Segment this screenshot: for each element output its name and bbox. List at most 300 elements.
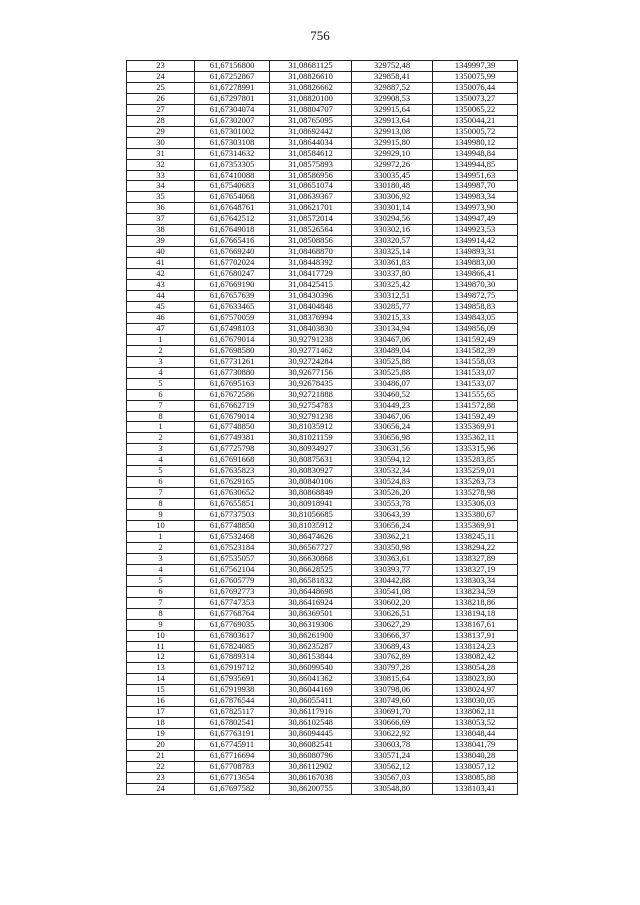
y-coordinate-cell: 1338030,05	[433, 696, 518, 707]
longitude-cell: 30,86448698	[270, 586, 352, 597]
y-coordinate-cell: 1338054,28	[433, 663, 518, 674]
table-row	[127, 367, 518, 378]
x-coordinate-cell: 330393,77	[352, 564, 433, 575]
y-coordinate-cell: 1335259,01	[433, 466, 518, 477]
point-number-cell: 34	[127, 181, 195, 192]
x-coordinate-cell: 330562,12	[352, 762, 433, 773]
table-row	[127, 466, 518, 477]
x-coordinate-cell: 330594,12	[352, 455, 433, 466]
point-number-cell: 7	[127, 597, 195, 608]
y-coordinate-cell: 1338103,41	[433, 783, 518, 794]
latitude-cell: 61,67657639	[195, 291, 270, 302]
x-coordinate-cell: 330666,37	[352, 630, 433, 641]
latitude-cell: 61,67498103	[195, 323, 270, 334]
point-number-cell: 12	[127, 652, 195, 663]
x-coordinate-cell: 330798,06	[352, 685, 433, 696]
longitude-cell: 30,86630868	[270, 553, 352, 564]
point-number-cell: 28	[127, 115, 195, 126]
latitude-cell: 61,67698580	[195, 345, 270, 356]
x-coordinate-cell: 330486,07	[352, 378, 433, 389]
y-coordinate-cell: 1338024,97	[433, 685, 518, 696]
y-coordinate-cell: 1338023,80	[433, 674, 518, 685]
x-coordinate-cell: 330337,80	[352, 269, 433, 280]
latitude-cell: 61,67540683	[195, 181, 270, 192]
y-coordinate-cell: 1335362,11	[433, 433, 518, 444]
latitude-cell: 61,67737503	[195, 510, 270, 521]
point-number-cell: 2	[127, 433, 195, 444]
table-row	[127, 192, 518, 203]
x-coordinate-cell: 330325,14	[352, 247, 433, 258]
y-coordinate-cell: 1338137,91	[433, 630, 518, 641]
latitude-cell: 61,67156800	[195, 61, 270, 72]
point-number-cell: 7	[127, 488, 195, 499]
longitude-cell: 31,08820100	[270, 93, 352, 104]
x-coordinate-cell: 330361,83	[352, 258, 433, 269]
table-row	[127, 312, 518, 323]
point-number-cell: 45	[127, 301, 195, 312]
y-coordinate-cell: 1338040,28	[433, 751, 518, 762]
y-coordinate-cell: 1341572,88	[433, 400, 518, 411]
table-row	[127, 269, 518, 280]
longitude-cell: 30,86102548	[270, 718, 352, 729]
x-coordinate-cell: 330320,57	[352, 236, 433, 247]
y-coordinate-cell: 1349858,83	[433, 301, 518, 312]
longitude-cell: 30,92754783	[270, 400, 352, 411]
latitude-cell: 61,67662719	[195, 400, 270, 411]
x-coordinate-cell: 329752,48	[352, 61, 433, 72]
latitude-cell: 61,67692773	[195, 586, 270, 597]
table-row	[127, 225, 518, 236]
y-coordinate-cell: 1350076,44	[433, 82, 518, 93]
latitude-cell: 61,67802541	[195, 718, 270, 729]
point-number-cell: 1	[127, 334, 195, 345]
longitude-cell: 30,86200755	[270, 783, 352, 794]
point-number-cell: 6	[127, 586, 195, 597]
point-number-cell: 36	[127, 203, 195, 214]
table-row	[127, 159, 518, 170]
point-number-cell: 35	[127, 192, 195, 203]
point-number-cell: 41	[127, 258, 195, 269]
longitude-cell: 31,08584612	[270, 148, 352, 159]
longitude-cell: 31,08804707	[270, 104, 352, 115]
x-coordinate-cell: 329972,26	[352, 159, 433, 170]
y-coordinate-cell: 1341582,39	[433, 345, 518, 356]
latitude-cell: 61,67642512	[195, 214, 270, 225]
latitude-cell: 61,67919712	[195, 663, 270, 674]
x-coordinate-cell: 330350,98	[352, 542, 433, 553]
table-row	[127, 214, 518, 225]
table-row	[127, 575, 518, 586]
table-row	[127, 542, 518, 553]
longitude-cell: 31,08508856	[270, 236, 352, 247]
y-coordinate-cell: 1350005,72	[433, 126, 518, 137]
x-coordinate-cell: 330626,51	[352, 608, 433, 619]
table-row	[127, 608, 518, 619]
y-coordinate-cell: 1335283,85	[433, 455, 518, 466]
latitude-cell: 61,67635823	[195, 466, 270, 477]
x-coordinate-cell: 330449,23	[352, 400, 433, 411]
latitude-cell: 61,67649018	[195, 225, 270, 236]
x-coordinate-cell: 330571,24	[352, 751, 433, 762]
y-coordinate-cell: 1335306,03	[433, 499, 518, 510]
point-number-cell: 23	[127, 772, 195, 783]
table-row	[127, 115, 518, 126]
longitude-cell: 31,08681125	[270, 61, 352, 72]
table-row	[127, 586, 518, 597]
point-number-cell: 8	[127, 608, 195, 619]
point-number-cell: 18	[127, 718, 195, 729]
latitude-cell: 61,67665416	[195, 236, 270, 247]
x-coordinate-cell: 330325,42	[352, 280, 433, 291]
point-number-cell: 1	[127, 422, 195, 433]
x-coordinate-cell: 330602,20	[352, 597, 433, 608]
table-row	[127, 181, 518, 192]
longitude-cell: 31,08526564	[270, 225, 352, 236]
y-coordinate-cell: 1349843,05	[433, 312, 518, 323]
latitude-cell: 61,67302007	[195, 115, 270, 126]
x-coordinate-cell: 330689,43	[352, 641, 433, 652]
table-row	[127, 400, 518, 411]
point-number-cell: 3	[127, 444, 195, 455]
x-coordinate-cell: 330489,04	[352, 345, 433, 356]
point-number-cell: 10	[127, 521, 195, 532]
x-coordinate-cell: 330815,64	[352, 674, 433, 685]
y-coordinate-cell: 1338124,23	[433, 641, 518, 652]
x-coordinate-cell: 329915,80	[352, 137, 433, 148]
longitude-cell: 30,86416924	[270, 597, 352, 608]
latitude-cell: 61,67353305	[195, 159, 270, 170]
longitude-cell: 30,86235287	[270, 641, 352, 652]
latitude-cell: 61,67876544	[195, 696, 270, 707]
x-coordinate-cell: 330301,14	[352, 203, 433, 214]
y-coordinate-cell: 1349870,30	[433, 280, 518, 291]
point-number-cell: 10	[127, 630, 195, 641]
latitude-cell: 61,67702024	[195, 258, 270, 269]
longitude-cell: 30,92791238	[270, 334, 352, 345]
table-row	[127, 630, 518, 641]
y-coordinate-cell: 1338327,89	[433, 553, 518, 564]
table-row	[127, 301, 518, 312]
point-number-cell: 13	[127, 663, 195, 674]
y-coordinate-cell: 1349923,53	[433, 225, 518, 236]
longitude-cell: 31,08621701	[270, 203, 352, 214]
point-number-cell: 40	[127, 247, 195, 258]
longitude-cell: 30,92771462	[270, 345, 352, 356]
longitude-cell: 30,80830927	[270, 466, 352, 477]
table-row	[127, 707, 518, 718]
table-row	[127, 783, 518, 794]
latitude-cell: 61,67749381	[195, 433, 270, 444]
latitude-cell: 61,67314632	[195, 148, 270, 159]
latitude-cell: 61,67919938	[195, 685, 270, 696]
x-coordinate-cell: 330548,80	[352, 783, 433, 794]
longitude-cell: 30,86369501	[270, 608, 352, 619]
longitude-cell: 30,81035912	[270, 422, 352, 433]
point-number-cell: 9	[127, 619, 195, 630]
table-row	[127, 247, 518, 258]
longitude-cell: 31,08417729	[270, 269, 352, 280]
longitude-cell: 30,92678435	[270, 378, 352, 389]
latitude-cell: 61,67301002	[195, 126, 270, 137]
table-row	[127, 170, 518, 181]
y-coordinate-cell: 1338303,34	[433, 575, 518, 586]
y-coordinate-cell: 1349980,12	[433, 137, 518, 148]
longitude-cell: 30,86099540	[270, 663, 352, 674]
point-number-cell: 33	[127, 170, 195, 181]
point-number-cell: 2	[127, 542, 195, 553]
page-number: 756	[310, 28, 330, 43]
longitude-cell: 30,86041362	[270, 674, 352, 685]
longitude-cell: 31,08468870	[270, 247, 352, 258]
y-coordinate-cell: 1338327,19	[433, 564, 518, 575]
table-row	[127, 433, 518, 444]
longitude-cell: 30,81035912	[270, 521, 352, 532]
y-coordinate-cell: 1349893,31	[433, 247, 518, 258]
y-coordinate-cell: 1341558,03	[433, 356, 518, 367]
y-coordinate-cell: 1338053,52	[433, 718, 518, 729]
x-coordinate-cell: 330541,08	[352, 586, 433, 597]
table-row	[127, 104, 518, 115]
latitude-cell: 61,67523184	[195, 542, 270, 553]
y-coordinate-cell: 1349997,39	[433, 61, 518, 72]
table-row	[127, 444, 518, 455]
y-coordinate-cell: 1335278,98	[433, 488, 518, 499]
table-row	[127, 531, 518, 542]
y-coordinate-cell: 1349883,00	[433, 258, 518, 269]
y-coordinate-cell: 1335369,91	[433, 422, 518, 433]
x-coordinate-cell: 329913,08	[352, 126, 433, 137]
longitude-cell: 30,86117916	[270, 707, 352, 718]
table-row	[127, 597, 518, 608]
x-coordinate-cell: 330312,51	[352, 291, 433, 302]
x-coordinate-cell: 330035,45	[352, 170, 433, 181]
y-coordinate-cell: 1350065,22	[433, 104, 518, 115]
latitude-cell: 61,67695163	[195, 378, 270, 389]
longitude-cell: 31,08692442	[270, 126, 352, 137]
latitude-cell: 61,67655851	[195, 499, 270, 510]
y-coordinate-cell: 1338048,44	[433, 729, 518, 740]
table-row	[127, 258, 518, 269]
point-number-cell: 46	[127, 312, 195, 323]
x-coordinate-cell: 330666,69	[352, 718, 433, 729]
point-number-cell: 4	[127, 564, 195, 575]
longitude-cell: 31,08826662	[270, 82, 352, 93]
point-number-cell: 32	[127, 159, 195, 170]
longitude-cell: 30,86474626	[270, 531, 352, 542]
latitude-cell: 61,67410088	[195, 170, 270, 181]
longitude-cell: 31,08651074	[270, 181, 352, 192]
point-number-cell: 30	[127, 137, 195, 148]
longitude-cell: 30,86628525	[270, 564, 352, 575]
x-coordinate-cell: 330691,70	[352, 707, 433, 718]
latitude-cell: 61,67748850	[195, 521, 270, 532]
table-row	[127, 291, 518, 302]
latitude-cell: 61,67730880	[195, 367, 270, 378]
point-number-cell: 5	[127, 575, 195, 586]
longitude-cell: 30,80918941	[270, 499, 352, 510]
point-number-cell: 6	[127, 477, 195, 488]
longitude-cell: 30,92791238	[270, 411, 352, 422]
table-row	[127, 751, 518, 762]
table-row	[127, 137, 518, 148]
table-row	[127, 71, 518, 82]
latitude-cell: 61,67745911	[195, 740, 270, 751]
latitude-cell: 61,67803617	[195, 630, 270, 641]
latitude-cell: 61,67669240	[195, 247, 270, 258]
table-row	[127, 82, 518, 93]
table-row	[127, 148, 518, 159]
y-coordinate-cell: 1335315,96	[433, 444, 518, 455]
point-number-cell: 37	[127, 214, 195, 225]
x-coordinate-cell: 330631,56	[352, 444, 433, 455]
x-coordinate-cell: 329915,64	[352, 104, 433, 115]
point-number-cell: 29	[127, 126, 195, 137]
point-number-cell: 16	[127, 696, 195, 707]
y-coordinate-cell: 1341533,07	[433, 367, 518, 378]
latitude-cell: 61,67731261	[195, 356, 270, 367]
point-number-cell: 4	[127, 367, 195, 378]
x-coordinate-cell: 330467,06	[352, 334, 433, 345]
latitude-cell: 61,67748850	[195, 422, 270, 433]
y-coordinate-cell: 1349948,84	[433, 148, 518, 159]
table-row	[127, 564, 518, 575]
latitude-cell: 61,67935691	[195, 674, 270, 685]
longitude-cell: 30,86153844	[270, 652, 352, 663]
y-coordinate-cell: 1338245,11	[433, 531, 518, 542]
table-row	[127, 696, 518, 707]
point-number-cell: 31	[127, 148, 195, 159]
longitude-cell: 30,92721888	[270, 389, 352, 400]
table-row	[127, 334, 518, 345]
y-coordinate-cell: 1350044,21	[433, 115, 518, 126]
table-row	[127, 236, 518, 247]
y-coordinate-cell: 1349983,34	[433, 192, 518, 203]
x-coordinate-cell: 330467,06	[352, 411, 433, 422]
table-row	[127, 762, 518, 773]
x-coordinate-cell: 330180,48	[352, 181, 433, 192]
point-number-cell: 47	[127, 323, 195, 334]
x-coordinate-cell: 329913,64	[352, 115, 433, 126]
latitude-cell: 61,67304074	[195, 104, 270, 115]
longitude-cell: 31,08403830	[270, 323, 352, 334]
longitude-cell: 31,08404848	[270, 301, 352, 312]
latitude-cell: 61,67716694	[195, 751, 270, 762]
y-coordinate-cell: 1349951,63	[433, 170, 518, 181]
x-coordinate-cell: 330656,24	[352, 521, 433, 532]
coordinates-table-body	[127, 61, 518, 795]
latitude-cell: 61,67535057	[195, 553, 270, 564]
latitude-cell: 61,67669190	[195, 280, 270, 291]
y-coordinate-cell: 1338041,79	[433, 740, 518, 751]
point-number-cell: 6	[127, 389, 195, 400]
latitude-cell: 61,67725798	[195, 444, 270, 455]
point-number-cell: 25	[127, 82, 195, 93]
coordinates-table	[126, 60, 518, 795]
longitude-cell: 31,08575893	[270, 159, 352, 170]
longitude-cell: 30,86581832	[270, 575, 352, 586]
point-number-cell: 24	[127, 71, 195, 82]
y-coordinate-cell: 1350075,99	[433, 71, 518, 82]
table-row	[127, 411, 518, 422]
point-number-cell: 8	[127, 411, 195, 422]
table-row	[127, 553, 518, 564]
x-coordinate-cell: 329908,53	[352, 93, 433, 104]
point-number-cell: 44	[127, 291, 195, 302]
point-number-cell: 9	[127, 510, 195, 521]
x-coordinate-cell: 329929,10	[352, 148, 433, 159]
table-row	[127, 93, 518, 104]
table-row	[127, 718, 518, 729]
latitude-cell: 61,67747353	[195, 597, 270, 608]
point-number-cell: 1	[127, 531, 195, 542]
x-coordinate-cell: 330643,39	[352, 510, 433, 521]
latitude-cell: 61,67691668	[195, 455, 270, 466]
table-row	[127, 619, 518, 630]
latitude-cell: 61,67889314	[195, 652, 270, 663]
x-coordinate-cell: 330363,61	[352, 553, 433, 564]
table-row	[127, 356, 518, 367]
point-number-cell: 39	[127, 236, 195, 247]
point-number-cell: 23	[127, 61, 195, 72]
latitude-cell: 61,67648761	[195, 203, 270, 214]
latitude-cell: 61,67562104	[195, 564, 270, 575]
y-coordinate-cell: 1341592,49	[433, 411, 518, 422]
y-coordinate-cell: 1349856,09	[433, 323, 518, 334]
x-coordinate-cell: 330294,56	[352, 214, 433, 225]
latitude-cell: 61,67768764	[195, 608, 270, 619]
x-coordinate-cell: 330553,78	[352, 499, 433, 510]
table-row	[127, 652, 518, 663]
longitude-cell: 31,08586956	[270, 170, 352, 181]
latitude-cell: 61,67570059	[195, 312, 270, 323]
longitude-cell: 31,08376994	[270, 312, 352, 323]
x-coordinate-cell: 330525,88	[352, 356, 433, 367]
latitude-cell: 61,67633465	[195, 301, 270, 312]
y-coordinate-cell: 1338082,42	[433, 652, 518, 663]
x-coordinate-cell: 330302,16	[352, 225, 433, 236]
latitude-cell: 61,67278991	[195, 82, 270, 93]
latitude-cell: 61,67825117	[195, 707, 270, 718]
x-coordinate-cell: 330656,24	[352, 422, 433, 433]
y-coordinate-cell: 1349973,90	[433, 203, 518, 214]
latitude-cell: 61,67630652	[195, 488, 270, 499]
y-coordinate-cell: 1349947,49	[433, 214, 518, 225]
x-coordinate-cell: 330460,52	[352, 389, 433, 400]
y-coordinate-cell: 1338234,59	[433, 586, 518, 597]
longitude-cell: 30,86167038	[270, 772, 352, 783]
longitude-cell: 31,08639367	[270, 192, 352, 203]
longitude-cell: 30,92677156	[270, 367, 352, 378]
longitude-cell: 30,86044169	[270, 685, 352, 696]
table-row	[127, 499, 518, 510]
latitude-cell: 61,67697582	[195, 783, 270, 794]
latitude-cell: 61,67708783	[195, 762, 270, 773]
table-row	[127, 126, 518, 137]
point-number-cell: 7	[127, 400, 195, 411]
x-coordinate-cell: 330797,28	[352, 663, 433, 674]
longitude-cell: 31,08765095	[270, 115, 352, 126]
y-coordinate-cell: 1338194,18	[433, 608, 518, 619]
y-coordinate-cell: 1335263,73	[433, 477, 518, 488]
table-row	[127, 203, 518, 214]
table-row	[127, 641, 518, 652]
y-coordinate-cell: 1338062,11	[433, 707, 518, 718]
y-coordinate-cell: 1341533,07	[433, 378, 518, 389]
y-coordinate-cell: 1338057,12	[433, 762, 518, 773]
point-number-cell: 27	[127, 104, 195, 115]
latitude-cell: 61,67713654	[195, 772, 270, 783]
latitude-cell: 61,67679014	[195, 334, 270, 345]
